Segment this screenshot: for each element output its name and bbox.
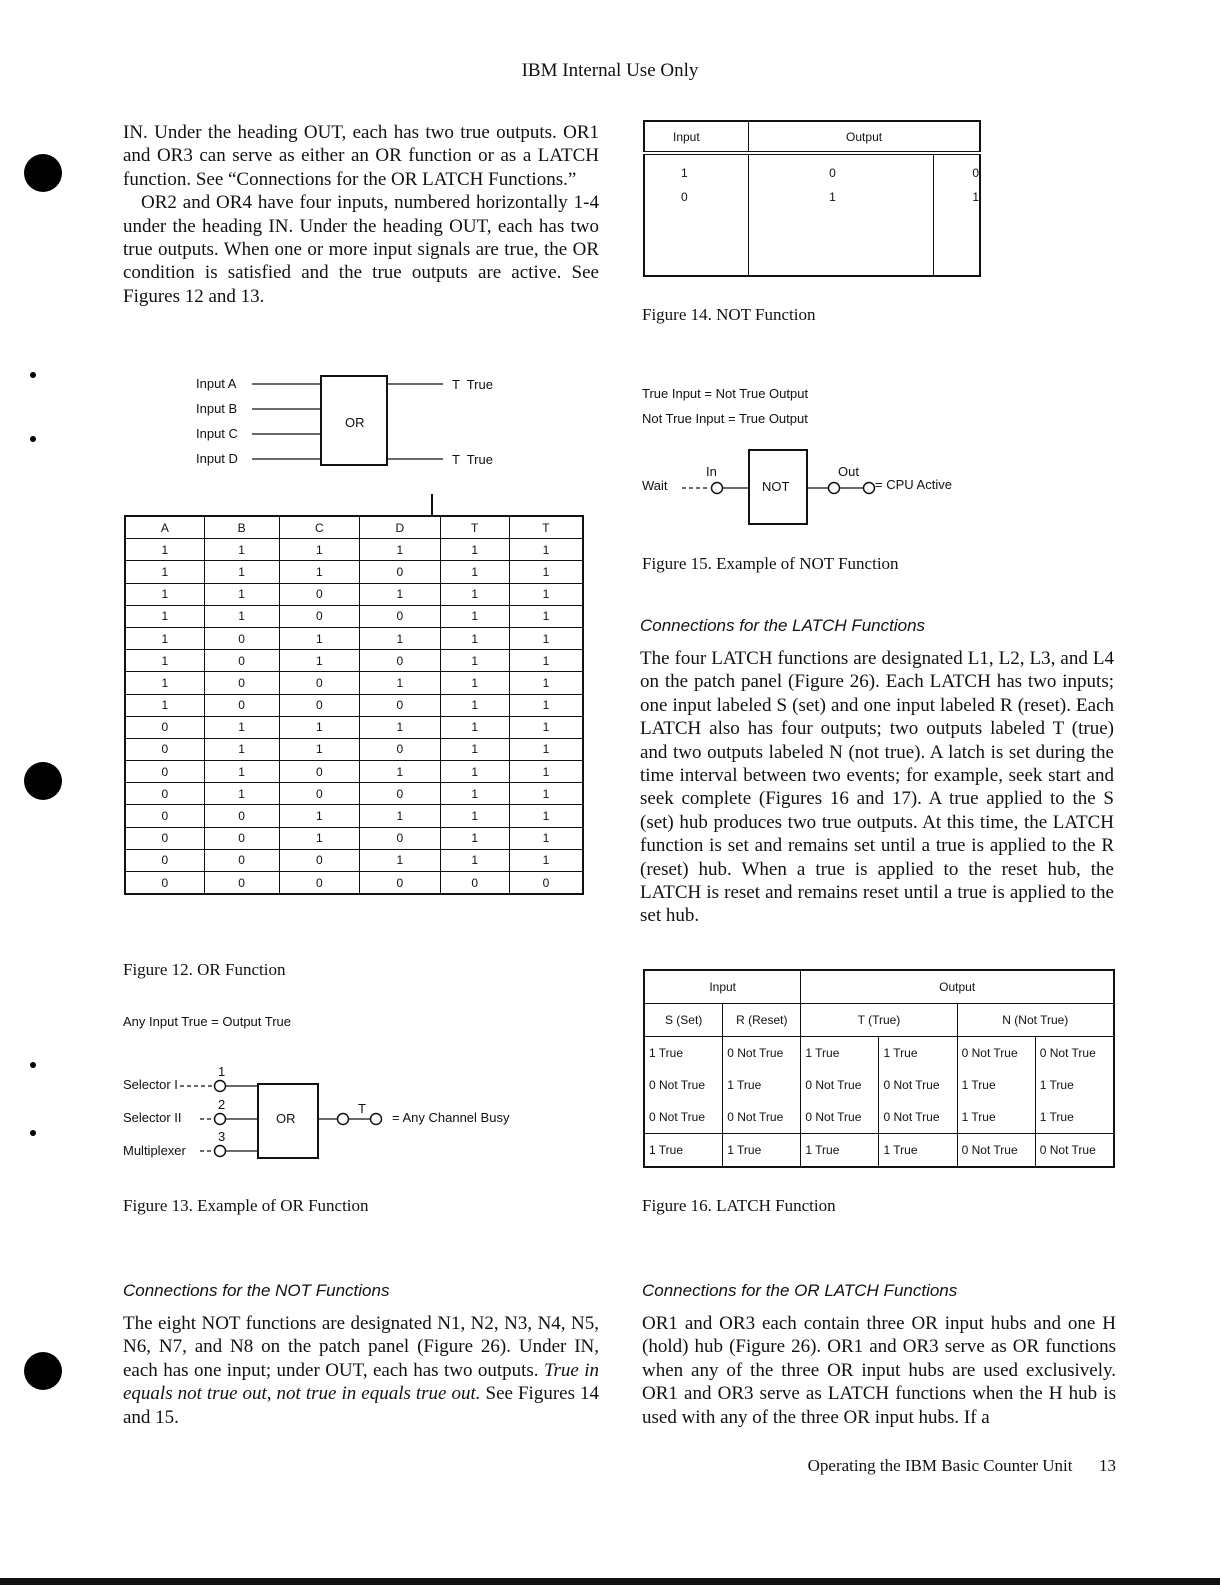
table-cell: 1 — [279, 627, 359, 649]
column-header: D — [360, 516, 440, 539]
column-header: A — [125, 516, 204, 539]
table-cell: 0 Not True — [1035, 1134, 1114, 1168]
table-cell: 1 — [509, 783, 583, 805]
table-cell: 1 — [360, 805, 440, 827]
table-row — [125, 694, 583, 716]
column-header: T (True) — [801, 1004, 957, 1037]
table-cell: 1 — [125, 627, 204, 649]
table-cell: 0 Not True — [723, 1037, 801, 1070]
table-cell: 1 — [509, 716, 583, 738]
table-cell: 0 — [360, 738, 440, 760]
table-row — [125, 627, 583, 649]
not-text-italic: True in equals not true out, not true in equals true out. — [123, 1359, 600, 1405]
paragraph-or-latch-functions: OR1 and OR3 each contain three OR input hubs and one H (hold) hub (Figure 26). OR1 and OR3 serve as OR functions when any of the three OR input hubs are used exclusively. OR1 and OR3 serve as LATCH functions when the H hub is used with any of the three OR input hubs. If a — [642, 1313, 1116, 1428]
output-values: 0 1 — [749, 153, 934, 276]
table-header-row — [644, 970, 1114, 1004]
table-cell: 1 — [279, 539, 359, 561]
table-cell: 1 — [509, 561, 583, 583]
or-truth-table — [124, 515, 584, 895]
table-row — [125, 716, 583, 738]
page-header: IBM Internal Use Only — [521, 60, 699, 81]
table-cell: 1 True — [644, 1037, 723, 1070]
table-cell: 1 True — [723, 1134, 801, 1168]
table-cell: 1 — [204, 761, 279, 783]
selector-2-label: Selector II — [123, 1110, 182, 1125]
punch-hole — [24, 154, 62, 192]
table-cell: 0 — [204, 694, 279, 716]
table-cell: 1 — [509, 761, 583, 783]
table-cell: 0 Not True — [801, 1101, 879, 1134]
table-cell: 1 True — [879, 1037, 957, 1070]
not-box-label: NOT — [762, 479, 790, 494]
column-header: S (Set) — [644, 1004, 723, 1037]
multiplexer-label: Multiplexer — [123, 1143, 186, 1158]
table-cell: 1 — [204, 539, 279, 561]
table-cell: 0 Not True — [801, 1069, 879, 1101]
output-true-label: T True — [452, 377, 493, 392]
table-cell: 1 True — [957, 1101, 1035, 1134]
table-row — [644, 1069, 1114, 1101]
output-header: Output — [801, 970, 1114, 1004]
table-cell: 0 — [360, 783, 440, 805]
table-cell: 0 — [360, 561, 440, 583]
table-cell: 1 — [509, 627, 583, 649]
table-cell: 1 — [440, 827, 509, 849]
latch-truth-table — [643, 969, 1115, 1168]
table-cell: 1 — [440, 738, 509, 760]
paragraph-latch-functions: The four LATCH functions are designated L1, L2, L3, and L4 on the patch panel (Figure 26). Each LATCH has two inputs; one input labeled S (set) and one input labeled R (reset). Each LATCH also has four outputs; two outputs labeled T (true) and two outputs labeled N (not true). A latch is set during the time interval between two events; for example, seek start and seek complete (Figures 16 and 17). A true applied to the S (set) hub produces two true outputs. At this time, the LATCH function is set and remains set until a true is applied to the R (reset) hub. When a true is applied to the reset hub, the LATCH is reset and remains reset until a true is applied to the set hub. — [640, 648, 1114, 927]
table-cell: 1 — [204, 716, 279, 738]
table-cell: 1 — [509, 583, 583, 605]
table-cell: 0 — [279, 783, 359, 805]
table-cell: 1 — [125, 650, 204, 672]
not-text-c: See Figures 14 and 15. — [123, 1383, 599, 1428]
table-cell: 0 — [125, 805, 204, 827]
input-c-label: Input C — [196, 426, 238, 441]
paragraph-not-functions — [123, 1312, 599, 1429]
table-cell: 0 Not True — [879, 1101, 957, 1134]
table-cell: 0 — [125, 849, 204, 871]
table-cell: 0 — [509, 872, 583, 895]
table-row — [125, 583, 583, 605]
table-cell: 1 — [509, 694, 583, 716]
table-cell: 0 — [125, 716, 204, 738]
column-header: C — [279, 516, 359, 539]
table-cell: 0 — [279, 583, 359, 605]
table-cell: 0 — [125, 761, 204, 783]
table-cell: 1 — [204, 738, 279, 760]
left-intro — [123, 121, 599, 308]
bottom-border — [0, 1578, 1220, 1585]
not-rule-2: Not True Input = True Output — [642, 411, 808, 426]
table-cell: 0 — [204, 805, 279, 827]
output-header: Output — [749, 121, 980, 153]
table-cell: 0 Not True — [1035, 1037, 1114, 1070]
table-cell: 1 True — [801, 1037, 879, 1070]
table-cell: 0 Not True — [879, 1069, 957, 1101]
input-b-label: Input B — [196, 401, 238, 416]
table-cell: 0 — [204, 872, 279, 895]
not-truth-table — [643, 120, 981, 277]
table-cell: 1 — [509, 827, 583, 849]
table-cell: 1 — [509, 539, 583, 561]
margin-dot — [30, 436, 36, 442]
table-cell: 0 Not True — [644, 1069, 723, 1101]
table-cell: 0 — [204, 849, 279, 871]
table-cell: 1 — [125, 561, 204, 583]
table-cell: 1 — [440, 539, 509, 561]
not-text-a: The eight NOT functions are designated N1, N2, N3, N4, N5, N6, N7, and N8 on the patch panel (Figure 26). Under IN, each has one input; under OUT, each has two outputs. — [123, 1313, 599, 1381]
table-cell: 1 — [440, 783, 509, 805]
column-header: T — [509, 516, 583, 539]
input-header: Input — [644, 970, 801, 1004]
table-cell: 0 Not True — [723, 1101, 801, 1134]
table-cell: 1 — [360, 539, 440, 561]
table-cell: 1 True — [723, 1069, 801, 1101]
column-header: R (Reset) — [723, 1004, 801, 1037]
not-rule-1: True Input = Not True Output — [642, 386, 809, 401]
table-cell: 1 — [125, 694, 204, 716]
figure-15-caption: Figure 15. Example of NOT Function — [642, 554, 899, 573]
table-row — [125, 650, 583, 672]
table-cell: 1 — [204, 583, 279, 605]
table-row — [125, 872, 583, 895]
out-label: Out — [838, 464, 859, 479]
table-cell: 1 — [509, 605, 583, 627]
table-cell: 1 — [440, 805, 509, 827]
table-row — [644, 1134, 1114, 1168]
table-cell: 1 — [204, 561, 279, 583]
table-cell: 1 — [440, 627, 509, 649]
input-header: Input — [644, 121, 749, 153]
table-cell: 1 True — [957, 1069, 1035, 1101]
table-row — [125, 805, 583, 827]
table-body-row — [644, 153, 980, 276]
table-row — [125, 761, 583, 783]
heading-not-functions: Connections for the NOT Functions — [123, 1281, 390, 1300]
table-cell: 1 — [440, 716, 509, 738]
output-true-label: T True — [452, 452, 493, 467]
table-cell: 0 Not True — [957, 1134, 1035, 1168]
table-cell: 0 — [279, 761, 359, 783]
column-header: T — [440, 516, 509, 539]
input-values: 1 0 — [644, 153, 749, 276]
table-cell: 1 — [440, 849, 509, 871]
table-cell: 1 — [440, 650, 509, 672]
table-cell: 1 True — [801, 1134, 879, 1168]
table-row — [125, 672, 583, 694]
table-cell: 1 — [360, 583, 440, 605]
cpu-active-label: = CPU Active — [875, 477, 952, 492]
table-cell: 1 — [279, 738, 359, 760]
heading-or-latch-functions: Connections for the OR LATCH Functions — [642, 1281, 958, 1300]
or-box-label: OR — [345, 415, 365, 430]
table-cell: 1 — [204, 605, 279, 627]
table-cell: 0 — [125, 872, 204, 895]
table-cell: 1 — [509, 650, 583, 672]
table-cell: 1 — [440, 583, 509, 605]
table-cell: 1 True — [1035, 1069, 1114, 1101]
table-cell: 0 — [279, 849, 359, 871]
table-row — [644, 1037, 1114, 1070]
table-cell: 0 — [279, 672, 359, 694]
table-cell: 1 — [279, 650, 359, 672]
figure-14-caption: Figure 14. NOT Function — [642, 305, 816, 324]
table-cell: 1 — [509, 849, 583, 871]
tick-mark — [431, 494, 433, 516]
selector-1-label: Selector I — [123, 1077, 178, 1092]
table-cell: 0 Not True — [957, 1037, 1035, 1070]
table-cell: 1 — [125, 539, 204, 561]
footer-title: Operating the IBM Basic Counter Unit — [807, 1456, 1073, 1475]
wait-label: Wait — [642, 478, 668, 493]
table-cell: 0 — [360, 650, 440, 672]
paragraph-or1: IN. Under the heading OUT, each has two true outputs. OR1 and OR3 can serve as either an OR function or as a LATCH function. See “Connections for the OR LATCH Functions.” — [123, 122, 599, 190]
table-cell: 1 — [440, 694, 509, 716]
table-row — [644, 1101, 1114, 1134]
table-cell: 1 — [279, 827, 359, 849]
table-cell: 1 — [440, 561, 509, 583]
table-cell: 0 — [279, 605, 359, 627]
table-cell: 1 True — [644, 1134, 723, 1168]
input-a-label: Input A — [196, 376, 237, 391]
table-cell: 0 — [204, 827, 279, 849]
paragraph-or2: OR2 and OR4 have four inputs, numbered horizontally 1-4 under the heading IN. Under the heading OUT, each has two true outputs. When one or more input signals are true, the OR condition is satisfied and the true outputs are active. See Figures 12 and 13. — [123, 192, 599, 307]
table-cell: 1 — [204, 783, 279, 805]
margin-dot — [30, 372, 36, 378]
punch-hole — [24, 1352, 62, 1390]
output-t-label: T — [358, 1101, 366, 1116]
table-cell: 0 — [204, 672, 279, 694]
table-cell: 0 — [125, 783, 204, 805]
table-row — [125, 605, 583, 627]
table-row — [125, 783, 583, 805]
figure-16-caption: Figure 16. LATCH Function — [642, 1196, 836, 1215]
table-cell: 1 — [509, 672, 583, 694]
table-cell: 1 — [279, 561, 359, 583]
channel-busy-label: = Any Channel Busy — [392, 1110, 510, 1125]
table-cell: 0 — [279, 872, 359, 895]
table-cell: 1 — [360, 849, 440, 871]
table-cell: 1 — [360, 761, 440, 783]
column-header: B — [204, 516, 279, 539]
margin-dot — [30, 1130, 36, 1136]
table-cell: 0 — [360, 694, 440, 716]
table-cell: 1 — [360, 672, 440, 694]
table-cell: 0 — [279, 694, 359, 716]
table-row — [125, 738, 583, 760]
table-cell: 1 — [279, 716, 359, 738]
table-cell: 1 — [360, 716, 440, 738]
table-cell: 1 — [279, 805, 359, 827]
table-cell: 1 — [125, 583, 204, 605]
table-cell: 1 — [509, 738, 583, 760]
input-number: 1 — [218, 1064, 226, 1079]
table-row — [125, 827, 583, 849]
table-cell: 0 — [360, 827, 440, 849]
table-row — [125, 539, 583, 561]
in-label: In — [706, 464, 717, 479]
figure-12-caption: Figure 12. OR Function — [123, 960, 286, 979]
input-number: 2 — [218, 1097, 226, 1112]
table-cell: 1 — [440, 672, 509, 694]
table-subheader-row — [644, 1004, 1114, 1037]
or-box-label: OR — [276, 1111, 296, 1126]
page-number: 13 — [1099, 1456, 1116, 1475]
table-cell: 0 — [360, 872, 440, 895]
table-row — [125, 849, 583, 871]
table-cell: 0 — [440, 872, 509, 895]
table-header-row — [644, 121, 980, 153]
table-cell: 1 — [440, 605, 509, 627]
page-footer — [808, 1456, 1116, 1476]
table-cell: 1 — [125, 605, 204, 627]
table-header-row — [125, 516, 583, 539]
table-cell: 0 — [204, 627, 279, 649]
table-cell: 1 — [125, 672, 204, 694]
table-cell: 1 — [360, 627, 440, 649]
table-cell: 1 True — [879, 1134, 957, 1168]
table-cell: 0 — [204, 650, 279, 672]
table-cell: 1 — [509, 805, 583, 827]
table-cell: 0 — [125, 738, 204, 760]
output-values: 0 1 — [934, 153, 980, 276]
input-d-label: Input D — [196, 451, 238, 466]
input-number: 3 — [218, 1129, 226, 1144]
table-cell: 1 True — [1035, 1101, 1114, 1134]
table-cell: 0 — [125, 827, 204, 849]
heading-latch-functions: Connections for the LATCH Functions — [640, 616, 926, 635]
figure-13-caption: Figure 13. Example of OR Function — [123, 1196, 369, 1215]
table-cell: 0 Not True — [644, 1101, 723, 1134]
figure-13-note: Any Input True = Output True — [123, 1014, 292, 1029]
punch-hole — [24, 762, 62, 800]
table-cell: 0 — [360, 605, 440, 627]
table-cell: 1 — [440, 761, 509, 783]
margin-dot — [30, 1062, 36, 1068]
table-row — [125, 561, 583, 583]
column-header: N (Not True) — [957, 1004, 1114, 1037]
